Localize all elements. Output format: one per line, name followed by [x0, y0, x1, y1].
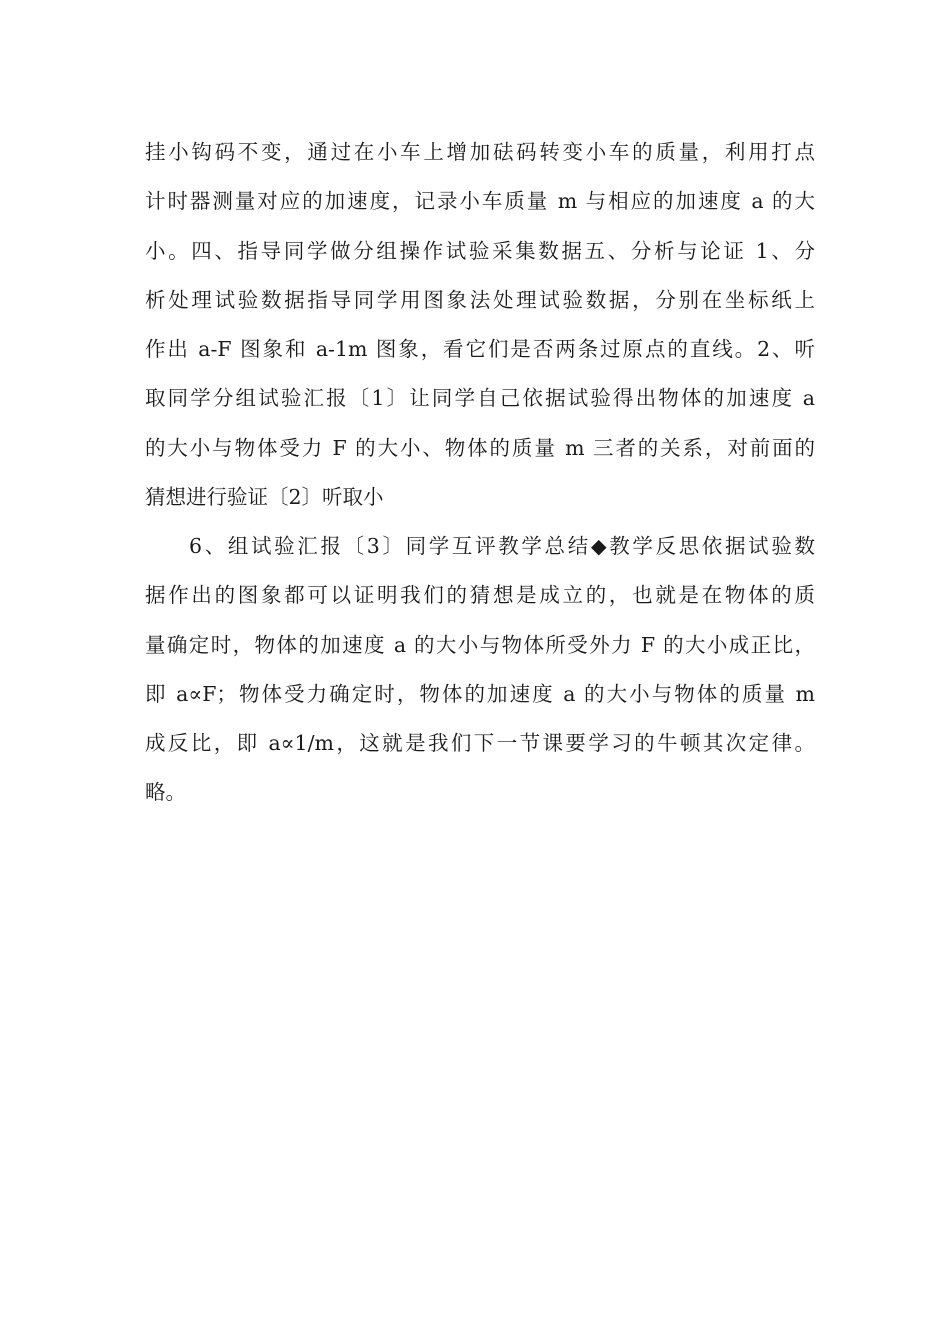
text-line: 计时器测量对应的加速度，记录小车质量 m 与相应的加速度 a 的大 [145, 189, 815, 214]
text-line: 猜想进行验证〔2〕听取小 [145, 485, 384, 510]
text-line: 成反比，即 a∝1/m，这就是我们下一节课要学习的牛顿其次定律。 [145, 731, 815, 756]
text-line: 析处理试验数据指导同学用图象法处理试验数据，分别在坐标纸上 [145, 287, 815, 312]
text-line: 略。 [145, 780, 186, 805]
text-line: 即 a∝F；物体受力确定时，物体的加速度 a 的大小与物体的质量 m [145, 681, 815, 706]
text-line: 量确定时，物体的加速度 a 的大小与物体所受外力 F 的大小成正比， [145, 632, 815, 657]
text-line: 的大小与物体受力 F 的大小、物体的质量 m 三者的关系，对前面的 [145, 435, 815, 460]
text-line: 作出 a-F 图象和 a-1m 图象，看它们是否两条过原点的直线。2、听 [145, 337, 815, 362]
text-line: 取同学分组试验汇报〔1〕让同学自己依据试验得出物体的加速度 a [145, 386, 815, 411]
paragraph-2 [145, 528, 815, 824]
text-line: 挂小钩码不变，通过在小车上增加砝码转变小车的质量，利用打点 [145, 140, 815, 164]
text-line: 6、组试验汇报〔3〕同学互评教学总结◆教学反思依据试验数 [189, 534, 815, 558]
text-line: 小。四、指导同学做分组操作试验采集数据五、分析与论证 1、分 [145, 238, 815, 263]
text-line: 据作出的图象都可以证明我们的猜想是成立的，也就是在物体的质 [145, 583, 815, 608]
paragraph-1 [145, 134, 815, 528]
